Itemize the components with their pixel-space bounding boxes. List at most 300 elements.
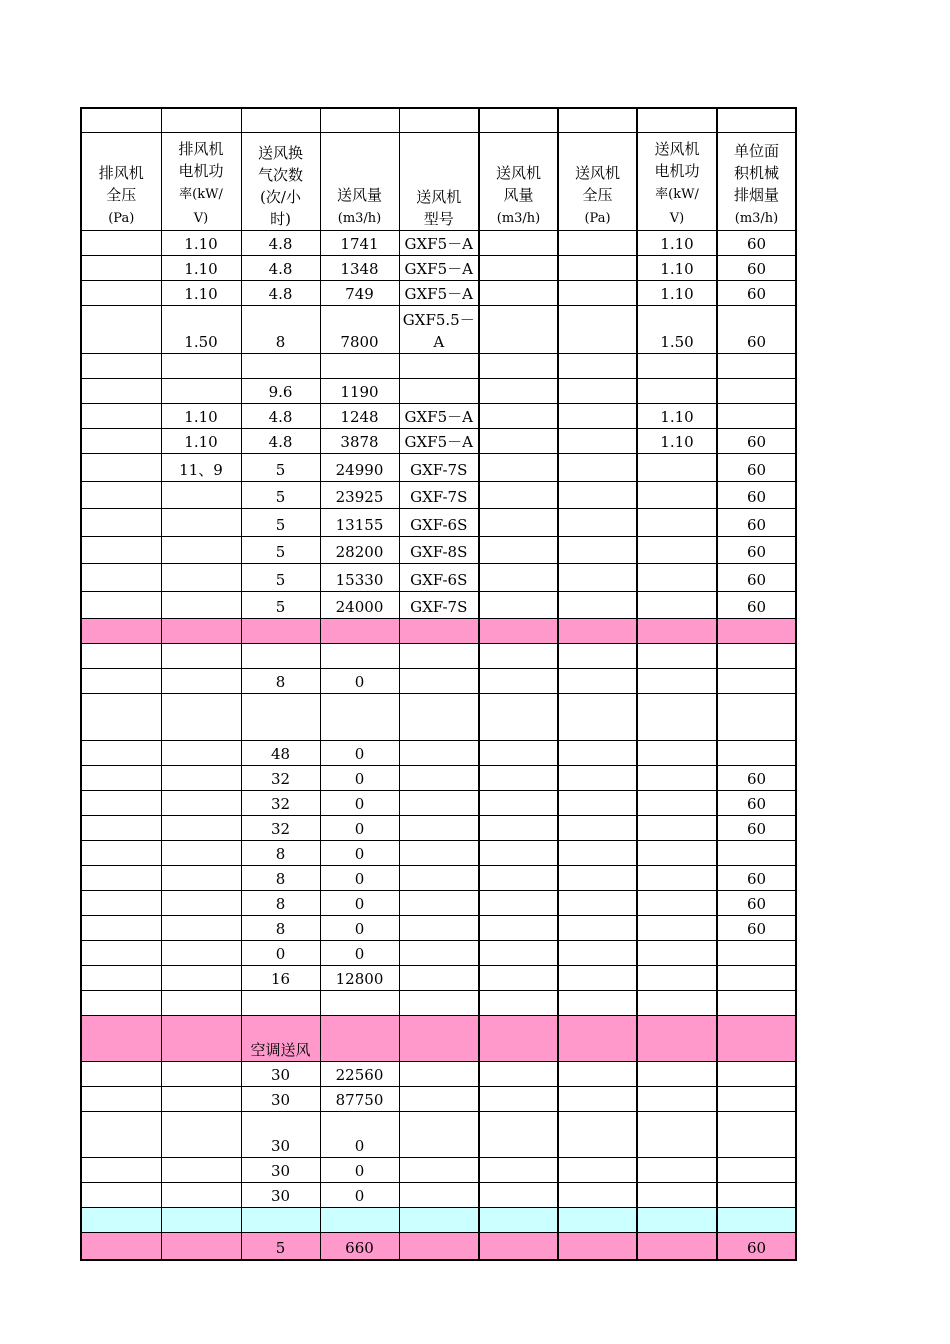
cell[interactable] bbox=[637, 108, 717, 132]
cell-exhaust-pressure[interactable] bbox=[81, 1207, 161, 1232]
cell-exhaust-motor-power[interactable] bbox=[161, 693, 241, 740]
cell-air-changes[interactable]: 4.8 bbox=[241, 428, 320, 453]
cell-supply-air-volume[interactable] bbox=[320, 618, 399, 643]
cell-exhaust-motor-power[interactable] bbox=[161, 1061, 241, 1086]
cell-supply-fan-model[interactable]: GXF5－A bbox=[399, 403, 479, 428]
cell-supply-air-volume[interactable]: 660 bbox=[320, 1232, 399, 1260]
cell-supply-fan-model[interactable] bbox=[399, 840, 479, 865]
cell-supply-motor-power[interactable] bbox=[637, 453, 717, 481]
cell-air-changes[interactable]: 5 bbox=[241, 508, 320, 536]
cell[interactable] bbox=[479, 108, 558, 132]
cell-supply-fan-model[interactable] bbox=[399, 940, 479, 965]
cell-exhaust-pressure[interactable] bbox=[81, 1015, 161, 1061]
cell-smoke-exhaust-rate[interactable]: 60 bbox=[717, 765, 796, 790]
cell-supply-fan-pressure[interactable] bbox=[558, 1015, 637, 1061]
cell-supply-air-volume[interactable]: 1348 bbox=[320, 255, 399, 280]
cell-exhaust-motor-power[interactable]: 1.10 bbox=[161, 428, 241, 453]
cell-smoke-exhaust-rate[interactable] bbox=[717, 990, 796, 1015]
cell[interactable] bbox=[161, 108, 241, 132]
cell-smoke-exhaust-rate[interactable]: 60 bbox=[717, 428, 796, 453]
cell-supply-motor-power[interactable] bbox=[637, 643, 717, 668]
cell-smoke-exhaust-rate[interactable] bbox=[717, 693, 796, 740]
cell-supply-motor-power[interactable] bbox=[637, 481, 717, 508]
cell-exhaust-pressure[interactable] bbox=[81, 765, 161, 790]
cell-supply-air-volume[interactable]: 1248 bbox=[320, 403, 399, 428]
cell-supply-air-volume[interactable]: 22560 bbox=[320, 1061, 399, 1086]
cell-air-changes[interactable]: 5 bbox=[241, 536, 320, 563]
cell-supply-motor-power[interactable]: 1.10 bbox=[637, 230, 717, 255]
cell-supply-fan-volume[interactable] bbox=[479, 591, 558, 618]
cell-supply-air-volume[interactable] bbox=[320, 1207, 399, 1232]
cell-supply-fan-volume[interactable] bbox=[479, 618, 558, 643]
cell-supply-fan-model[interactable] bbox=[399, 965, 479, 990]
cell-supply-fan-pressure[interactable] bbox=[558, 1207, 637, 1232]
cell-supply-air-volume[interactable]: 28200 bbox=[320, 536, 399, 563]
cell-exhaust-pressure[interactable] bbox=[81, 481, 161, 508]
cell-smoke-exhaust-rate[interactable] bbox=[717, 643, 796, 668]
cell-supply-fan-model[interactable]: GXF-6S bbox=[399, 563, 479, 591]
cell-supply-motor-power[interactable]: 1.10 bbox=[637, 428, 717, 453]
cell-supply-fan-volume[interactable] bbox=[479, 403, 558, 428]
cell-supply-air-volume[interactable]: 23925 bbox=[320, 481, 399, 508]
cell-supply-fan-volume[interactable] bbox=[479, 353, 558, 378]
cell-supply-fan-volume[interactable] bbox=[479, 536, 558, 563]
cell-exhaust-motor-power[interactable] bbox=[161, 591, 241, 618]
cell-supply-air-volume[interactable]: 0 bbox=[320, 890, 399, 915]
cell-exhaust-motor-power[interactable] bbox=[161, 840, 241, 865]
cell-smoke-exhaust-rate[interactable]: 60 bbox=[717, 890, 796, 915]
cell-supply-fan-volume[interactable] bbox=[479, 255, 558, 280]
header-supply-motor-power[interactable]: 送风机 电机功 率(kW/ V) bbox=[637, 132, 717, 230]
cell-exhaust-motor-power[interactable] bbox=[161, 915, 241, 940]
cell-supply-motor-power[interactable] bbox=[637, 508, 717, 536]
cell-air-changes[interactable]: 48 bbox=[241, 740, 320, 765]
cell-air-changes[interactable]: 30 bbox=[241, 1086, 320, 1111]
cell-supply-fan-pressure[interactable] bbox=[558, 815, 637, 840]
cell-smoke-exhaust-rate[interactable]: 60 bbox=[717, 865, 796, 890]
cell-supply-air-volume[interactable]: 0 bbox=[320, 815, 399, 840]
cell-supply-fan-volume[interactable] bbox=[479, 740, 558, 765]
cell-supply-motor-power[interactable] bbox=[637, 618, 717, 643]
cell-air-changes[interactable]: 30 bbox=[241, 1061, 320, 1086]
cell-exhaust-motor-power[interactable] bbox=[161, 1232, 241, 1260]
cell-smoke-exhaust-rate[interactable] bbox=[717, 668, 796, 693]
cell-supply-fan-pressure[interactable] bbox=[558, 1061, 637, 1086]
cell-exhaust-pressure[interactable] bbox=[81, 255, 161, 280]
cell-supply-air-volume[interactable]: 0 bbox=[320, 940, 399, 965]
cell-air-changes[interactable]: 16 bbox=[241, 965, 320, 990]
cell-smoke-exhaust-rate[interactable]: 60 bbox=[717, 536, 796, 563]
cell-exhaust-pressure[interactable] bbox=[81, 428, 161, 453]
cell-air-changes[interactable]: 9.6 bbox=[241, 378, 320, 403]
cell-smoke-exhaust-rate[interactable]: 60 bbox=[717, 1232, 796, 1260]
cell-supply-motor-power[interactable] bbox=[637, 815, 717, 840]
cell-supply-fan-volume[interactable] bbox=[479, 378, 558, 403]
cell-supply-fan-model[interactable] bbox=[399, 790, 479, 815]
cell-exhaust-pressure[interactable] bbox=[81, 305, 161, 353]
cell-supply-fan-pressure[interactable] bbox=[558, 280, 637, 305]
cell-supply-fan-model[interactable]: GXF-7S bbox=[399, 591, 479, 618]
cell-supply-fan-pressure[interactable] bbox=[558, 508, 637, 536]
cell-supply-air-volume[interactable]: 87750 bbox=[320, 1086, 399, 1111]
cell-supply-fan-model[interactable]: GXF5.5－A bbox=[399, 305, 479, 353]
cell-supply-fan-pressure[interactable] bbox=[558, 790, 637, 815]
cell-supply-fan-pressure[interactable] bbox=[558, 765, 637, 790]
cell-supply-fan-pressure[interactable] bbox=[558, 255, 637, 280]
cell-supply-fan-model[interactable] bbox=[399, 1207, 479, 1232]
cell-supply-fan-volume[interactable] bbox=[479, 965, 558, 990]
cell-exhaust-motor-power[interactable] bbox=[161, 815, 241, 840]
cell-exhaust-motor-power[interactable] bbox=[161, 740, 241, 765]
cell-supply-air-volume[interactable]: 1741 bbox=[320, 230, 399, 255]
cell-supply-fan-volume[interactable] bbox=[479, 1232, 558, 1260]
cell-air-changes[interactable]: 30 bbox=[241, 1182, 320, 1207]
cell-exhaust-pressure[interactable] bbox=[81, 990, 161, 1015]
cell-supply-motor-power[interactable] bbox=[637, 353, 717, 378]
cell-supply-fan-pressure[interactable] bbox=[558, 693, 637, 740]
cell-supply-fan-model[interactable] bbox=[399, 643, 479, 668]
cell-supply-fan-model[interactable]: GXF-7S bbox=[399, 453, 479, 481]
cell-exhaust-motor-power[interactable] bbox=[161, 378, 241, 403]
cell-exhaust-motor-power[interactable] bbox=[161, 865, 241, 890]
cell-supply-motor-power[interactable] bbox=[637, 1232, 717, 1260]
cell-supply-fan-pressure[interactable] bbox=[558, 940, 637, 965]
cell-smoke-exhaust-rate[interactable]: 60 bbox=[717, 305, 796, 353]
cell-supply-motor-power[interactable] bbox=[637, 536, 717, 563]
cell[interactable] bbox=[241, 108, 320, 132]
cell-exhaust-motor-power[interactable] bbox=[161, 1086, 241, 1111]
cell-exhaust-pressure[interactable] bbox=[81, 1111, 161, 1157]
cell-supply-air-volume[interactable]: 24990 bbox=[320, 453, 399, 481]
cell-supply-fan-pressure[interactable] bbox=[558, 1182, 637, 1207]
cell-supply-fan-pressure[interactable] bbox=[558, 1111, 637, 1157]
cell-smoke-exhaust-rate[interactable] bbox=[717, 403, 796, 428]
cell-supply-fan-volume[interactable] bbox=[479, 890, 558, 915]
cell-supply-fan-pressure[interactable] bbox=[558, 591, 637, 618]
cell-supply-fan-volume[interactable] bbox=[479, 643, 558, 668]
cell-supply-motor-power[interactable] bbox=[637, 1111, 717, 1157]
cell-supply-fan-model[interactable] bbox=[399, 740, 479, 765]
cell-supply-air-volume[interactable] bbox=[320, 1015, 399, 1061]
cell-smoke-exhaust-rate[interactable]: 60 bbox=[717, 815, 796, 840]
cell-exhaust-pressure[interactable] bbox=[81, 453, 161, 481]
cell-supply-fan-model[interactable] bbox=[399, 618, 479, 643]
cell-supply-motor-power[interactable] bbox=[637, 591, 717, 618]
cell-exhaust-pressure[interactable] bbox=[81, 563, 161, 591]
cell-air-changes[interactable]: 5 bbox=[241, 563, 320, 591]
cell-supply-fan-volume[interactable] bbox=[479, 940, 558, 965]
cell-exhaust-pressure[interactable] bbox=[81, 280, 161, 305]
cell-supply-fan-model[interactable]: GXF-7S bbox=[399, 481, 479, 508]
header-supply-air-changes[interactable]: 送风换 气次数 (次/小 时) bbox=[241, 132, 320, 230]
cell-supply-motor-power[interactable] bbox=[637, 1086, 717, 1111]
cell-smoke-exhaust-rate[interactable] bbox=[717, 1086, 796, 1111]
cell-supply-fan-model[interactable] bbox=[399, 1061, 479, 1086]
cell-exhaust-pressure[interactable] bbox=[81, 940, 161, 965]
cell-supply-motor-power[interactable]: 1.10 bbox=[637, 280, 717, 305]
header-supply-fan-pressure[interactable]: 送风机 全压 (Pa) bbox=[558, 132, 637, 230]
cell-supply-fan-volume[interactable] bbox=[479, 815, 558, 840]
cell-supply-air-volume[interactable]: 0 bbox=[320, 865, 399, 890]
cell-supply-fan-model[interactable] bbox=[399, 990, 479, 1015]
cell-supply-fan-model[interactable]: GXF5－A bbox=[399, 280, 479, 305]
cell-air-changes[interactable] bbox=[241, 618, 320, 643]
cell-exhaust-motor-power[interactable] bbox=[161, 1182, 241, 1207]
cell-supply-motor-power[interactable] bbox=[637, 915, 717, 940]
cell-exhaust-pressure[interactable] bbox=[81, 1232, 161, 1260]
cell-exhaust-pressure[interactable] bbox=[81, 353, 161, 378]
cell-supply-fan-model[interactable]: GXF-8S bbox=[399, 536, 479, 563]
cell-smoke-exhaust-rate[interactable] bbox=[717, 1182, 796, 1207]
cell-exhaust-motor-power[interactable] bbox=[161, 965, 241, 990]
cell-supply-fan-volume[interactable] bbox=[479, 840, 558, 865]
cell-exhaust-motor-power[interactable]: 1.10 bbox=[161, 280, 241, 305]
cell-exhaust-motor-power[interactable]: 1.10 bbox=[161, 255, 241, 280]
cell-exhaust-pressure[interactable] bbox=[81, 378, 161, 403]
cell-air-changes[interactable]: 30 bbox=[241, 1157, 320, 1182]
cell-supply-fan-model[interactable]: GXF-6S bbox=[399, 508, 479, 536]
cell-supply-motor-power[interactable]: 1.50 bbox=[637, 305, 717, 353]
cell-smoke-exhaust-rate[interactable] bbox=[717, 840, 796, 865]
cell-supply-fan-model[interactable] bbox=[399, 1015, 479, 1061]
cell-air-changes[interactable]: 8 bbox=[241, 890, 320, 915]
cell-air-changes[interactable]: 5 bbox=[241, 591, 320, 618]
cell-supply-fan-pressure[interactable] bbox=[558, 915, 637, 940]
cell-supply-motor-power[interactable]: 1.10 bbox=[637, 403, 717, 428]
cell-supply-air-volume[interactable]: 15330 bbox=[320, 563, 399, 591]
cell-supply-fan-volume[interactable] bbox=[479, 230, 558, 255]
cell-supply-fan-model[interactable] bbox=[399, 668, 479, 693]
cell-exhaust-motor-power[interactable] bbox=[161, 353, 241, 378]
cell-supply-fan-model[interactable] bbox=[399, 353, 479, 378]
cell-exhaust-pressure[interactable] bbox=[81, 591, 161, 618]
header-supply-air-volume[interactable]: 送风量 (m3/h) bbox=[320, 132, 399, 230]
cell-supply-air-volume[interactable] bbox=[320, 990, 399, 1015]
cell-air-changes[interactable]: 8 bbox=[241, 840, 320, 865]
cell-air-changes[interactable]: 8 bbox=[241, 305, 320, 353]
cell-supply-fan-pressure[interactable] bbox=[558, 965, 637, 990]
cell-supply-motor-power[interactable] bbox=[637, 1015, 717, 1061]
cell-exhaust-pressure[interactable] bbox=[81, 618, 161, 643]
cell-air-changes[interactable]: 5 bbox=[241, 1232, 320, 1260]
cell-supply-fan-model[interactable]: GXF5－A bbox=[399, 255, 479, 280]
cell-supply-fan-pressure[interactable] bbox=[558, 668, 637, 693]
cell-exhaust-motor-power[interactable]: 1.10 bbox=[161, 230, 241, 255]
header-unit-area-smoke-exhaust[interactable]: 单位面 积机械 排烟量 (m3/h) bbox=[717, 132, 796, 230]
cell-supply-fan-model[interactable] bbox=[399, 1157, 479, 1182]
cell-exhaust-motor-power[interactable] bbox=[161, 940, 241, 965]
cell-exhaust-pressure[interactable] bbox=[81, 890, 161, 915]
cell-supply-air-volume[interactable]: 13155 bbox=[320, 508, 399, 536]
cell[interactable] bbox=[399, 108, 479, 132]
cell-supply-motor-power[interactable] bbox=[637, 990, 717, 1015]
cell-exhaust-motor-power[interactable]: 1.50 bbox=[161, 305, 241, 353]
cell-supply-motor-power[interactable] bbox=[637, 890, 717, 915]
cell-exhaust-pressure[interactable] bbox=[81, 965, 161, 990]
cell-exhaust-motor-power[interactable] bbox=[161, 990, 241, 1015]
cell-supply-motor-power[interactable] bbox=[637, 693, 717, 740]
cell-smoke-exhaust-rate[interactable]: 60 bbox=[717, 591, 796, 618]
cell-air-changes[interactable] bbox=[241, 643, 320, 668]
cell-supply-fan-pressure[interactable] bbox=[558, 536, 637, 563]
cell-smoke-exhaust-rate[interactable] bbox=[717, 1157, 796, 1182]
cell-exhaust-pressure[interactable] bbox=[81, 915, 161, 940]
cell-exhaust-pressure[interactable] bbox=[81, 865, 161, 890]
cell-exhaust-motor-power[interactable] bbox=[161, 643, 241, 668]
cell-smoke-exhaust-rate[interactable] bbox=[717, 740, 796, 765]
cell-supply-fan-model[interactable] bbox=[399, 815, 479, 840]
cell-supply-fan-volume[interactable] bbox=[479, 990, 558, 1015]
cell-supply-motor-power[interactable] bbox=[637, 790, 717, 815]
cell-smoke-exhaust-rate[interactable] bbox=[717, 1061, 796, 1086]
cell-supply-fan-volume[interactable] bbox=[479, 1086, 558, 1111]
cell-smoke-exhaust-rate[interactable] bbox=[717, 965, 796, 990]
cell-supply-fan-pressure[interactable] bbox=[558, 353, 637, 378]
cell-smoke-exhaust-rate[interactable] bbox=[717, 1207, 796, 1232]
cell-supply-fan-volume[interactable] bbox=[479, 453, 558, 481]
cell-supply-air-volume[interactable]: 12800 bbox=[320, 965, 399, 990]
cell-supply-motor-power[interactable] bbox=[637, 1207, 717, 1232]
cell-supply-fan-model[interactable] bbox=[399, 1232, 479, 1260]
cell[interactable] bbox=[717, 108, 796, 132]
cell-supply-fan-pressure[interactable] bbox=[558, 403, 637, 428]
cell-supply-fan-pressure[interactable] bbox=[558, 230, 637, 255]
header-exhaust-pressure[interactable]: 排风机 全压 (Pa) bbox=[81, 132, 161, 230]
cell-air-changes[interactable]: 5 bbox=[241, 481, 320, 508]
cell-supply-fan-model[interactable] bbox=[399, 865, 479, 890]
cell-supply-fan-pressure[interactable] bbox=[558, 1086, 637, 1111]
cell-supply-fan-pressure[interactable] bbox=[558, 305, 637, 353]
cell-supply-fan-pressure[interactable] bbox=[558, 428, 637, 453]
cell-supply-fan-model[interactable] bbox=[399, 915, 479, 940]
cell-supply-motor-power[interactable] bbox=[637, 865, 717, 890]
cell-supply-fan-volume[interactable] bbox=[479, 1015, 558, 1061]
cell-supply-air-volume[interactable] bbox=[320, 353, 399, 378]
cell-smoke-exhaust-rate[interactable]: 60 bbox=[717, 255, 796, 280]
cell-supply-air-volume[interactable]: 749 bbox=[320, 280, 399, 305]
cell-supply-motor-power[interactable]: 1.10 bbox=[637, 255, 717, 280]
cell-supply-fan-pressure[interactable] bbox=[558, 865, 637, 890]
cell-supply-motor-power[interactable] bbox=[637, 668, 717, 693]
cell-supply-fan-volume[interactable] bbox=[479, 765, 558, 790]
cell-smoke-exhaust-rate[interactable] bbox=[717, 940, 796, 965]
cell-air-changes[interactable] bbox=[241, 693, 320, 740]
cell-supply-fan-pressure[interactable] bbox=[558, 890, 637, 915]
cell-smoke-exhaust-rate[interactable]: 60 bbox=[717, 563, 796, 591]
cell-smoke-exhaust-rate[interactable]: 60 bbox=[717, 790, 796, 815]
cell-air-changes[interactable]: 4.8 bbox=[241, 255, 320, 280]
cell-supply-motor-power[interactable] bbox=[637, 378, 717, 403]
cell-supply-fan-volume[interactable] bbox=[479, 481, 558, 508]
cell-supply-fan-volume[interactable] bbox=[479, 668, 558, 693]
cell-supply-motor-power[interactable] bbox=[637, 1061, 717, 1086]
cell-supply-air-volume[interactable]: 0 bbox=[320, 1157, 399, 1182]
cell-supply-fan-pressure[interactable] bbox=[558, 481, 637, 508]
cell-supply-fan-pressure[interactable] bbox=[558, 990, 637, 1015]
cell-supply-air-volume[interactable]: 0 bbox=[320, 740, 399, 765]
cell-air-changes[interactable] bbox=[241, 1207, 320, 1232]
cell-smoke-exhaust-rate[interactable]: 60 bbox=[717, 453, 796, 481]
cell-supply-motor-power[interactable] bbox=[637, 840, 717, 865]
cell-smoke-exhaust-rate[interactable]: 60 bbox=[717, 280, 796, 305]
cell-exhaust-pressure[interactable] bbox=[81, 790, 161, 815]
cell-air-changes[interactable]: 30 bbox=[241, 1111, 320, 1157]
cell-exhaust-pressure[interactable] bbox=[81, 1182, 161, 1207]
cell-supply-fan-pressure[interactable] bbox=[558, 643, 637, 668]
cell-exhaust-pressure[interactable] bbox=[81, 740, 161, 765]
cell-supply-motor-power[interactable] bbox=[637, 965, 717, 990]
cell-exhaust-pressure[interactable] bbox=[81, 840, 161, 865]
cell-supply-fan-volume[interactable] bbox=[479, 915, 558, 940]
cell-air-changes[interactable]: 8 bbox=[241, 668, 320, 693]
cell-exhaust-pressure[interactable] bbox=[81, 403, 161, 428]
cell[interactable] bbox=[558, 108, 637, 132]
cell-supply-air-volume[interactable]: 0 bbox=[320, 1182, 399, 1207]
cell-smoke-exhaust-rate[interactable]: 60 bbox=[717, 230, 796, 255]
cell-exhaust-motor-power[interactable] bbox=[161, 563, 241, 591]
cell-exhaust-motor-power[interactable] bbox=[161, 668, 241, 693]
cell-smoke-exhaust-rate[interactable]: 60 bbox=[717, 508, 796, 536]
cell-air-changes[interactable]: 4.8 bbox=[241, 280, 320, 305]
cell-supply-fan-model[interactable] bbox=[399, 378, 479, 403]
cell-supply-fan-volume[interactable] bbox=[479, 1061, 558, 1086]
cell-supply-fan-model[interactable]: GXF5－A bbox=[399, 230, 479, 255]
cell-exhaust-pressure[interactable] bbox=[81, 1086, 161, 1111]
cell-supply-fan-pressure[interactable] bbox=[558, 1157, 637, 1182]
cell-supply-fan-volume[interactable] bbox=[479, 1182, 558, 1207]
cell-air-changes[interactable]: 32 bbox=[241, 765, 320, 790]
cell-supply-fan-volume[interactable] bbox=[479, 563, 558, 591]
cell-exhaust-motor-power[interactable] bbox=[161, 765, 241, 790]
header-supply-fan-model[interactable]: 送风机 型号 bbox=[399, 132, 479, 230]
cell-exhaust-motor-power[interactable]: 1.10 bbox=[161, 403, 241, 428]
cell-exhaust-pressure[interactable] bbox=[81, 230, 161, 255]
cell-smoke-exhaust-rate[interactable] bbox=[717, 1111, 796, 1157]
cell-supply-fan-model[interactable] bbox=[399, 693, 479, 740]
cell-supply-fan-volume[interactable] bbox=[479, 790, 558, 815]
cell-exhaust-motor-power[interactable] bbox=[161, 481, 241, 508]
cell-supply-motor-power[interactable] bbox=[637, 765, 717, 790]
cell-exhaust-motor-power[interactable] bbox=[161, 1157, 241, 1182]
cell-supply-fan-model[interactable] bbox=[399, 1086, 479, 1111]
cell-supply-motor-power[interactable] bbox=[637, 940, 717, 965]
cell-supply-air-volume[interactable]: 7800 bbox=[320, 305, 399, 353]
cell-supply-motor-power[interactable] bbox=[637, 563, 717, 591]
cell-air-changes[interactable] bbox=[241, 990, 320, 1015]
cell-supply-air-volume[interactable]: 1190 bbox=[320, 378, 399, 403]
cell-supply-fan-volume[interactable] bbox=[479, 865, 558, 890]
header-supply-fan-volume[interactable]: 送风机 风量 (m3/h) bbox=[479, 132, 558, 230]
cell-supply-air-volume[interactable]: 3878 bbox=[320, 428, 399, 453]
cell-supply-air-volume[interactable]: 0 bbox=[320, 765, 399, 790]
cell-supply-fan-volume[interactable] bbox=[479, 1207, 558, 1232]
cell-smoke-exhaust-rate[interactable] bbox=[717, 353, 796, 378]
cell-exhaust-motor-power[interactable] bbox=[161, 1015, 241, 1061]
cell-exhaust-motor-power[interactable] bbox=[161, 1207, 241, 1232]
cell-smoke-exhaust-rate[interactable] bbox=[717, 618, 796, 643]
cell-supply-air-volume[interactable]: 0 bbox=[320, 840, 399, 865]
cell-exhaust-pressure[interactable] bbox=[81, 508, 161, 536]
cell-air-changes[interactable]: 8 bbox=[241, 865, 320, 890]
cell-air-changes[interactable]: 8 bbox=[241, 915, 320, 940]
cell-supply-motor-power[interactable] bbox=[637, 740, 717, 765]
cell-supply-fan-volume[interactable] bbox=[479, 428, 558, 453]
cell-exhaust-pressure[interactable] bbox=[81, 1061, 161, 1086]
cell-supply-fan-pressure[interactable] bbox=[558, 840, 637, 865]
cell-supply-fan-volume[interactable] bbox=[479, 1111, 558, 1157]
cell-air-changes[interactable]: 32 bbox=[241, 815, 320, 840]
cell-exhaust-motor-power[interactable]: 11、9 bbox=[161, 453, 241, 481]
